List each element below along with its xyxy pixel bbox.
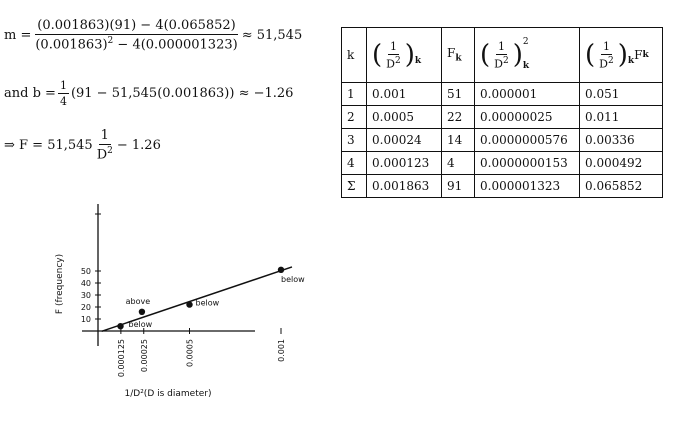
data-point xyxy=(186,301,192,307)
table-row xyxy=(342,175,663,198)
m-numerator: (0.001863)(91) − 4(0.065852) xyxy=(37,18,236,33)
data-point xyxy=(139,309,145,315)
m-rhs: ≈ 51,545 xyxy=(241,27,303,43)
hdr2-den xyxy=(492,55,511,71)
data-point xyxy=(117,323,123,329)
m-lhs: m = xyxy=(4,27,32,43)
cell-inv: 0.000123 xyxy=(367,152,442,175)
m-den-sup: 2 xyxy=(107,36,114,46)
cell-f: 22 xyxy=(442,106,475,129)
cell-inv2: 0.000001323 xyxy=(475,175,580,198)
header-k xyxy=(342,28,367,83)
scatter-chart xyxy=(50,196,305,401)
f-fraction xyxy=(95,128,115,162)
paren-right: ) xyxy=(512,40,523,70)
hdr3-den xyxy=(597,55,616,71)
cell-prod: 0.00336 xyxy=(580,129,663,152)
cell-k: 2 xyxy=(342,106,367,129)
m-den-a: (0.001863) xyxy=(35,37,108,53)
hdr3-subk: k xyxy=(627,56,635,67)
cell-inv: 0.00024 xyxy=(367,129,442,152)
cell-k: 3 xyxy=(342,129,367,152)
point-label: below xyxy=(195,298,220,308)
hdr2-outer-sup: 2 xyxy=(522,37,529,47)
y-tick-label: 30 xyxy=(80,291,91,300)
equation-f xyxy=(4,128,161,162)
cell-k: 1 xyxy=(342,83,367,106)
cell-inv2: 0.0000000153 xyxy=(475,152,580,175)
cell-prod: 0.051 xyxy=(580,83,663,106)
cell-f: 91 xyxy=(442,175,475,198)
hdr1-num: 1 xyxy=(389,39,397,53)
header-k-label: k xyxy=(347,48,355,62)
paren-right: ) xyxy=(617,40,628,70)
header-inv2-frac xyxy=(492,40,511,71)
header-prod-frac xyxy=(597,40,616,71)
paren-left: ( xyxy=(585,40,596,70)
header-inv-frac xyxy=(384,40,403,71)
cell-inv: 0.0005 xyxy=(367,106,442,129)
point-label: above xyxy=(125,296,151,306)
b-rest: (91 − 51,545(0.001863)) ≈ −1.26 xyxy=(70,86,294,101)
cell-inv2: 0.00000025 xyxy=(475,106,580,129)
hdr3-f-sub: k xyxy=(642,50,649,60)
b-frac-num: 1 xyxy=(59,79,67,92)
hdr3-num: 1 xyxy=(602,39,610,53)
f-prefix: ⇒ F = 51,545 xyxy=(4,137,93,153)
equation-b xyxy=(4,79,293,108)
y-tick-label: 20 xyxy=(80,303,91,312)
paren-left: ( xyxy=(372,40,383,70)
y-tick-label: 50 xyxy=(80,267,91,276)
hdr3-d: D xyxy=(599,57,608,71)
cell-f: 14 xyxy=(442,129,475,152)
point-label: below xyxy=(281,274,305,284)
y-tick-label: 10 xyxy=(80,315,91,324)
m-fraction xyxy=(33,18,239,52)
cell-inv2: 0.000001 xyxy=(475,83,580,106)
hdr2-sup: 2 xyxy=(502,55,509,66)
hdr3-sup: 2 xyxy=(607,55,614,66)
table-row xyxy=(342,152,663,175)
hdr1-d: D xyxy=(386,57,395,71)
paren-left: ( xyxy=(480,40,491,70)
table-row xyxy=(342,83,663,106)
cell-inv: 0.001863 xyxy=(367,175,442,198)
hdr2-subk: k xyxy=(522,61,530,71)
table-header-row xyxy=(342,28,663,83)
x-tick-label: 0.001 xyxy=(277,339,286,362)
hdr-f-sub: k xyxy=(455,53,462,64)
data-point xyxy=(278,267,284,273)
f-rest: − 1.26 xyxy=(116,137,161,153)
cell-k: 4 xyxy=(342,152,367,175)
hdr1-den xyxy=(384,55,403,71)
y-axis-label: F (frequency) xyxy=(55,253,65,315)
table-row xyxy=(342,106,663,129)
data-table xyxy=(341,27,663,198)
cell-f: 4 xyxy=(442,152,475,175)
f-frac-den xyxy=(95,145,115,162)
cell-inv2: 0.0000000576 xyxy=(475,129,580,152)
header-fk xyxy=(442,28,475,83)
hdr1-sup: 2 xyxy=(394,55,401,66)
point-label: below xyxy=(128,320,153,330)
x-tick-label: 0.000125 xyxy=(116,339,126,378)
cell-prod: 0.065852 xyxy=(580,175,663,198)
hdr2-scripts xyxy=(523,35,529,75)
x-axis-label: 1/D²(D is diameter) xyxy=(124,389,212,399)
f-frac-den-d: D xyxy=(96,147,108,163)
cell-k: Σ xyxy=(342,175,367,198)
f-frac-num: 1 xyxy=(100,128,109,143)
cell-inv: 0.001 xyxy=(367,83,442,106)
header-product xyxy=(580,28,663,83)
header-inv-d2-sq xyxy=(475,28,580,83)
m-denominator xyxy=(33,35,239,52)
table-row xyxy=(342,129,663,152)
header-inv-d2 xyxy=(367,28,442,83)
hdr2-num: 1 xyxy=(497,39,505,53)
cell-prod: 0.011 xyxy=(580,106,663,129)
paren-right: ) xyxy=(404,40,415,70)
hdr-f: F xyxy=(447,46,456,61)
x-tick-label: 0.0005 xyxy=(185,339,195,367)
f-frac-den-sup: 2 xyxy=(107,146,113,156)
b-fraction xyxy=(58,79,69,108)
cell-prod: 0.000492 xyxy=(580,152,663,175)
b-prefix: and b = xyxy=(4,86,56,101)
b-frac-den: 4 xyxy=(59,95,67,108)
y-tick-label: 40 xyxy=(80,279,91,288)
x-tick-label: 0.00025 xyxy=(139,339,149,373)
equation-m xyxy=(4,18,302,52)
hdr1-subk: k xyxy=(414,56,422,67)
cell-f: 51 xyxy=(442,83,475,106)
hdr2-d: D xyxy=(494,57,503,71)
hdr3-f: F xyxy=(634,48,643,62)
m-den-b: − 4(0.000001323) xyxy=(113,37,238,53)
